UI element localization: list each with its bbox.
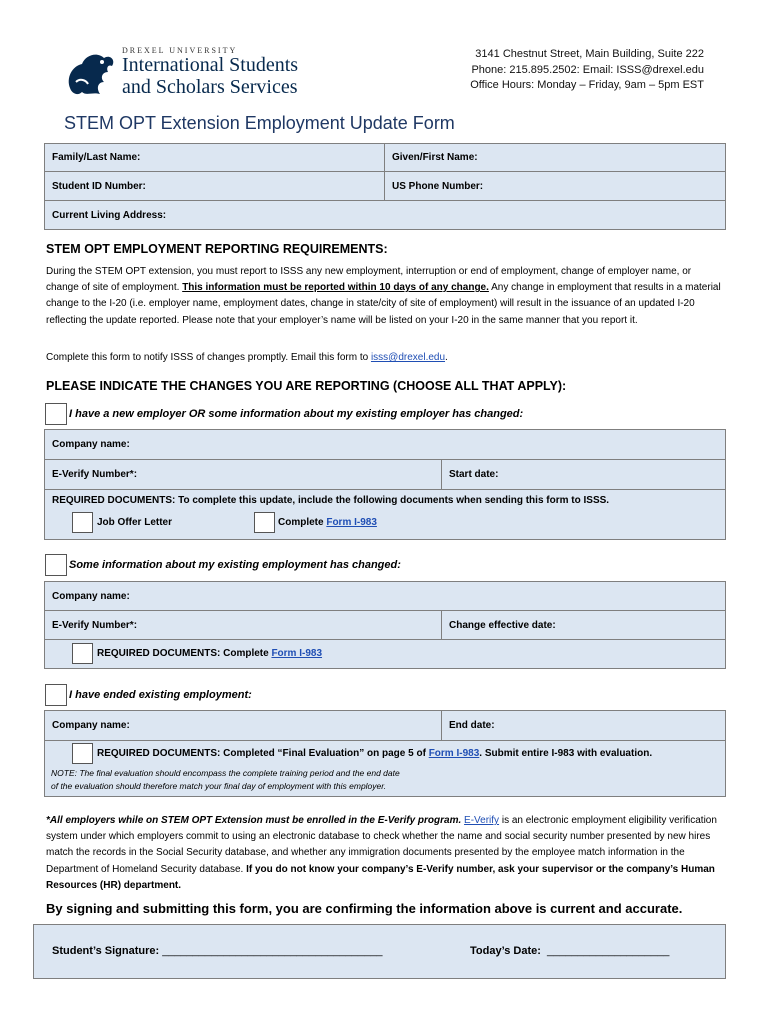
isss-email-link[interactable]: isss@drexel.edu	[370, 352, 446, 363]
org-name-line1: International Students	[122, 54, 299, 76]
form-i983-label	[278, 517, 377, 528]
date-label: Today’s Date:	[470, 945, 541, 957]
new-employer-label: I have a new employer OR some information about my existing employer has changed:	[69, 408, 524, 420]
changes-heading: PLEASE INDICATE THE CHANGES YOU ARE REPORTING (CHOOSE ALL THAT APPLY):	[46, 379, 567, 393]
office-hours: Office Hours: Monday – Friday, 9am – 5pm EST	[470, 79, 704, 91]
s2-everify-label: E-Verify Number*:	[52, 619, 138, 631]
s3-required-prefix: REQUIRED DOCUMENTS: Completed “Final Evaluation” on page 5 of	[97, 748, 429, 759]
s2-everify-field[interactable]	[44, 610, 442, 640]
info-changed-label: Some information about my existing employment has changed:	[69, 559, 401, 571]
last-name-label: Family/Last Name:	[52, 152, 141, 163]
requirements-paragraph	[46, 264, 726, 329]
us-phone-label: US Phone Number:	[392, 180, 484, 192]
living-address-field[interactable]	[44, 200, 726, 230]
form-title: STEM OPT Extension Employment Update Form	[64, 113, 455, 133]
requirements-text: During the STEM OPT extension, you must report to ISSS any new employment, interruption or end of employment, change of employer name, or change of site of employment.	[46, 266, 692, 294]
living-address-label: Current Living Address:	[52, 209, 167, 221]
s1-everify-label: E-Verify Number*:	[52, 469, 138, 480]
job-offer-checkbox[interactable]	[72, 512, 93, 533]
s1-required-docs	[44, 489, 726, 540]
requirements-heading: STEM OPT EMPLOYMENT REPORTING REQUIREMENTS:	[46, 242, 388, 256]
notify-text: Complete this form to notify ISSS of changes promptly. Email this form to	[46, 352, 371, 363]
s1-required-text: REQUIRED DOCUMENTS: To complete this update, include the following documents when sending this form to ISSS.	[52, 495, 610, 506]
signature-row	[52, 945, 382, 957]
notify-period: .	[445, 352, 448, 363]
s2-form-i983-checkbox[interactable]	[72, 643, 93, 664]
us-phone-field[interactable]	[384, 171, 726, 201]
signature-label: Student’s Signature:	[52, 945, 160, 957]
s2-effective-date-field[interactable]	[441, 610, 726, 640]
s3-form-i983-link[interactable]: Form I-983	[428, 748, 480, 759]
ended-employment-label: I have ended existing employment:	[69, 689, 252, 701]
s2-form-i983-link[interactable]: Form I-983	[271, 648, 323, 659]
s3-company-field[interactable]	[44, 710, 442, 741]
s2-company-field[interactable]	[44, 581, 726, 611]
contact-info	[470, 47, 704, 94]
signature-box	[33, 924, 726, 979]
org-name-line2: and Scholars Services	[122, 76, 298, 98]
s3-required-suffix: . Submit entire I-983 with evaluation.	[479, 748, 653, 759]
student-id-field[interactable]	[44, 171, 385, 201]
everify-paragraph	[46, 813, 726, 894]
job-offer-label: Job Offer Letter	[97, 517, 173, 528]
deadline-text: This information must be reported within 10 days of any change.	[182, 282, 489, 294]
s2-effective-date-label: Change effective date:	[449, 619, 556, 631]
s3-end-date-label: End date:	[449, 720, 495, 731]
everify-link[interactable]: E-Verify	[464, 815, 500, 826]
s3-required-text	[97, 748, 652, 759]
final-eval-note-line1: NOTE: The final evaluation should encompass the complete training period and the end date	[51, 768, 400, 778]
isss-logo	[62, 46, 322, 102]
first-name-label: Given/First Name:	[392, 152, 478, 163]
first-name-field[interactable]	[384, 143, 726, 172]
s3-end-date-field[interactable]	[441, 710, 726, 741]
date-row	[470, 945, 669, 957]
date-line[interactable]: ____________________	[547, 945, 670, 957]
office-address: 3141 Chestnut Street, Main Building, Suite 222	[475, 48, 704, 60]
complete-text: Complete	[278, 517, 327, 528]
form-i983-link[interactable]: Form I-983	[326, 517, 377, 528]
final-eval-note-line2: of the evaluation should therefore match your final day of employment with this employer.	[51, 781, 387, 791]
info-changed-checkbox[interactable]	[45, 554, 67, 576]
form-i983-checkbox[interactable]	[254, 512, 275, 533]
university-name: DREXEL UNIVERSITY	[122, 46, 238, 55]
requirements-text-cont: Any change in employment that results in a material change to the I-20 (i.e. employer name, employment dates, change in state/city of site of employment) will result in the issuance of an updated I-20 reflecting the update reported. Please note that your employer’s name will be listed on your I-20 in the same manner that you report it.	[46, 282, 721, 326]
ended-employment-checkbox[interactable]	[45, 684, 67, 706]
last-name-field[interactable]	[44, 143, 385, 172]
s1-company-label: Company name:	[52, 439, 130, 450]
s1-start-date-field[interactable]	[441, 459, 726, 490]
s3-company-label: Company name:	[52, 720, 130, 731]
s2-required-prefix: REQUIRED DOCUMENTS: Complete	[97, 648, 272, 659]
signature-line[interactable]: ____________________________________	[162, 945, 383, 957]
s1-start-date-label: Start date:	[449, 469, 499, 480]
s2-company-label: Company name:	[52, 590, 130, 602]
s1-everify-field[interactable]	[44, 459, 442, 490]
confirmation-statement: By signing and submitting this form, you are confirming the information above is current and accurate.	[46, 901, 683, 916]
office-phone-email: Phone: 215.895.2502: Email: ISSS@drexel.edu	[471, 63, 704, 76]
new-employer-checkbox[interactable]	[45, 403, 67, 425]
everify-description: is an electronic employment eligibility verification system under which employers commit to using an electronic database to check whether the name and social security number presented by new hires match the records in the Social Security database, and whether any immigration documents presented by the employee match information in the Department of Homeland Security database.	[46, 815, 717, 875]
dragon-icon	[62, 48, 118, 100]
s1-company-field[interactable]	[44, 429, 726, 460]
everify-requirement: *All employers while on STEM OPT Extension must be enrolled in the E-Verify program.	[46, 815, 462, 826]
s2-required-text	[97, 648, 322, 659]
student-id-label: Student ID Number:	[52, 180, 146, 192]
everify-advice: If you do not know your company’s E-Verify number, ask your supervisor or the company’s Human Resources (HR) department.	[46, 863, 715, 891]
notify-paragraph	[46, 350, 726, 366]
final-evaluation-checkbox[interactable]	[72, 743, 93, 764]
